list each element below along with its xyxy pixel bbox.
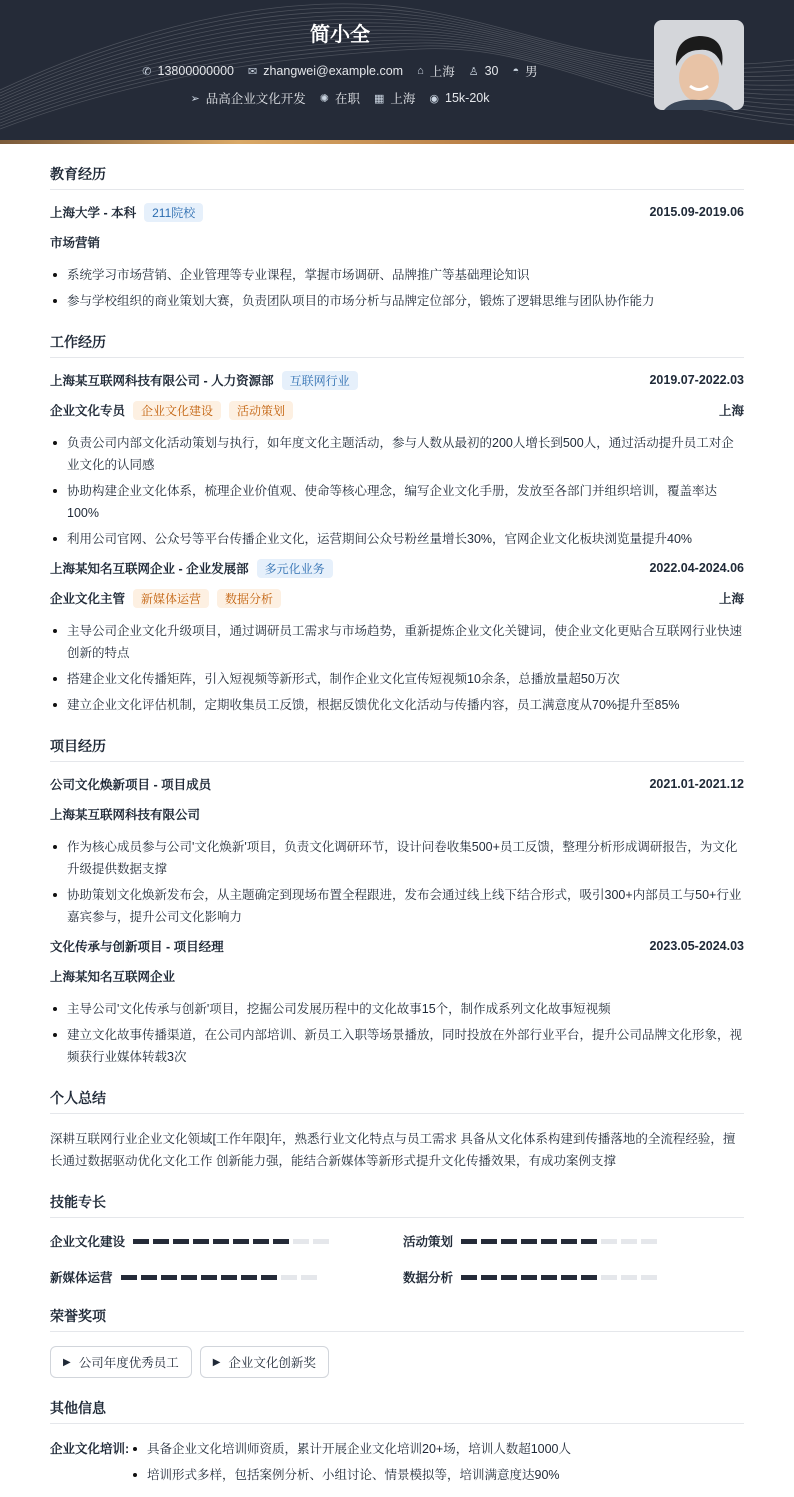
skill-item: [403, 1232, 744, 1250]
skill-item: [50, 1232, 403, 1250]
other-item: [50, 1438, 744, 1496]
projects-title: 项目经历: [50, 736, 744, 762]
level-segment: [521, 1239, 537, 1244]
status-icon: ✺: [319, 92, 329, 105]
info-item: [248, 62, 403, 80]
candidate-name: 简小全: [310, 24, 370, 46]
row-left: [50, 401, 293, 420]
send-icon: ➢: [190, 92, 200, 105]
level-segment: [201, 1275, 217, 1280]
bullet-item: 协助策划文化焕新发布会，从主题确定到现场布置全程跟进，发布会通过线上线下结合形式，吸引300+内部员工与50+行业嘉宾参与，提升公司文化影响力: [50, 884, 744, 928]
play-icon: ▶: [212, 1356, 221, 1368]
level-segment: [641, 1239, 657, 1244]
row-title: 公司文化焕新项目 - 项目成员: [50, 778, 212, 792]
row-right: 2015.09-2019.06: [649, 205, 744, 219]
row-title: 市场营销: [50, 236, 101, 250]
info-item: [417, 62, 455, 80]
other-section: [50, 1398, 744, 1496]
tag: 211院校: [144, 203, 203, 222]
row-left: [50, 589, 281, 608]
level-segment: [221, 1275, 237, 1280]
row-title: 上海某知名互联网企业 - 企业发展部: [50, 562, 249, 576]
bullet-list: [130, 1438, 744, 1486]
level-segment: [173, 1239, 189, 1244]
skill-level-bar: [461, 1275, 657, 1280]
level-segment: [641, 1275, 657, 1280]
tag: 互联网行业: [282, 371, 358, 390]
level-segment: [213, 1239, 229, 1244]
level-segment: [581, 1239, 597, 1244]
level-segment: [461, 1275, 477, 1280]
role-header: [50, 590, 744, 606]
level-segment: [253, 1239, 269, 1244]
row-title: 企业文化主管: [50, 592, 126, 606]
info-item: [320, 89, 360, 107]
info-text: 在职: [334, 92, 360, 106]
project-header: [50, 776, 744, 792]
level-segment: [581, 1275, 597, 1280]
summary-section: [50, 1088, 744, 1172]
info-text: 上海: [429, 65, 455, 79]
summary-title: 个人总结: [50, 1088, 744, 1114]
resume-header: [0, 0, 794, 140]
bullet-list: [50, 432, 744, 550]
header-divider: [0, 140, 794, 144]
info-text: 品高企业文化开发: [205, 92, 306, 106]
award-name: 企业文化创新奖: [228, 1356, 316, 1370]
row-left: [50, 805, 200, 823]
skill-name: 企业文化建设: [50, 1235, 126, 1249]
info-text: 15k-20k: [445, 91, 490, 105]
row-left: [50, 937, 224, 955]
award-name: 公司年度优秀员工: [78, 1356, 179, 1370]
level-segment: [561, 1275, 577, 1280]
row-right: 2021.01-2021.12: [649, 777, 744, 791]
education-section: [50, 164, 744, 312]
info-text: 13800000000: [157, 64, 234, 78]
level-segment: [233, 1239, 249, 1244]
play-icon: ▶: [63, 1356, 71, 1368]
company-header: [50, 372, 744, 388]
project-org: [50, 806, 744, 822]
info-item: [374, 89, 415, 107]
summary-text: 深耕互联网行业企业文化领域[工作年限]年，熟悉行业文化特点与员工需求 具备从文化体系构建到传播落地的全流程经验，擅长通过数据驱动优化文化工作 创新能力强，能结合新媒体等新形式提升文化传播效果，有成功案例支撑: [50, 1132, 736, 1168]
major: [50, 234, 744, 250]
building-icon: ▦: [373, 92, 385, 105]
bullet-list: [50, 264, 744, 312]
row-left: [50, 775, 211, 793]
bullet-item: 协助构建企业文化体系，梳理企业价值观、使命等核心理念，编写企业文化手册，发放至各部门并组织培训，覆盖率达100%: [50, 480, 744, 524]
bullet-item: 建立企业文化评估机制，定期收集员工反馈，根据反馈优化文化活动与传播内容，员工满意度从70%提升至85%: [50, 694, 744, 716]
info-item: [469, 62, 499, 80]
salary-icon: ◉: [429, 92, 439, 105]
level-segment: [153, 1239, 169, 1244]
role-header: [50, 402, 744, 418]
other-title: 其他信息: [50, 1398, 744, 1424]
row-title: 上海某互联网科技有限公司: [50, 808, 201, 822]
projects-section: [50, 736, 744, 1068]
level-segment: [141, 1275, 157, 1280]
level-segment: [193, 1239, 209, 1244]
contact-row: [0, 62, 680, 80]
project-header: [50, 938, 744, 954]
level-segment: [501, 1239, 517, 1244]
level-segment: [481, 1239, 497, 1244]
work-section: [50, 332, 744, 716]
other-key: 企业文化培训:: [50, 1442, 130, 1456]
info-item: [513, 62, 538, 80]
level-segment: [521, 1275, 537, 1280]
info-item: [429, 89, 489, 107]
level-segment: [301, 1275, 317, 1280]
row-title: 上海某互联网科技有限公司 - 人力资源部: [50, 374, 274, 388]
row-title: 上海大学 - 本科: [50, 206, 137, 220]
level-segment: [601, 1239, 617, 1244]
row-left: [50, 967, 175, 985]
bullet-list: [50, 998, 744, 1068]
skill-item: [50, 1268, 403, 1286]
bullet-item: 主导公司'文化传承与创新'项目，挖掘公司发展历程中的文化故事15个，制作成系列文化故事短视频: [50, 998, 744, 1020]
info-text: 30: [484, 64, 499, 78]
row-title: 企业文化专员: [50, 404, 126, 418]
tag: 多元化业务: [257, 559, 333, 578]
info-text: 上海: [390, 92, 416, 106]
skill-item: [403, 1268, 744, 1286]
bullet-item: 系统学习市场营销、企业管理等专业课程，掌握市场调研、品牌推广等基础理论知识: [50, 264, 744, 286]
award-badge[interactable]: [200, 1346, 329, 1378]
info-item: [142, 62, 234, 80]
bullet-item: 主导公司企业文化升级项目，通过调研员工需求与市场趋势，重新提炼企业文化关键词，使企业文化更贴合互联网行业快速创新的特点: [50, 620, 744, 664]
tag: 活动策划: [229, 401, 293, 420]
bullet-item: 具备企业文化培训师资质，累计开展企业文化培训20+场，培训人数超1000人: [130, 1438, 744, 1460]
bullet-item: 参与学校组织的商业策划大赛，负责团队项目的市场分析与品牌定位部分，锻炼了逻辑思维与团队协作能力: [50, 290, 744, 312]
awards-title: 荣誉奖项: [50, 1306, 744, 1332]
skill-level-bar: [121, 1275, 317, 1280]
avatar: [654, 20, 744, 110]
skill-level-bar: [461, 1239, 657, 1244]
row-right: 2022.04-2024.06: [649, 561, 744, 575]
phone-icon: ✆: [142, 65, 152, 78]
home-icon: ⌂: [417, 65, 424, 77]
mail-icon: ✉: [248, 65, 258, 78]
row-right: 上海: [718, 592, 744, 606]
age-icon: ♙: [468, 65, 479, 78]
bullet-list: [50, 620, 744, 716]
bullet-item: 利用公司官网、公众号等平台传播企业文化，运营期间公众号粉丝量增长30%，官网企业文化板块浏览量提升40%: [50, 528, 744, 550]
level-segment: [601, 1275, 617, 1280]
awards-section: [50, 1306, 744, 1378]
gender-icon: ◓: [512, 65, 520, 77]
award-badge[interactable]: [50, 1346, 192, 1378]
skill-name: 数据分析: [403, 1271, 454, 1285]
bullet-item: 搭建企业文化传播矩阵，引入短视频等新形式，制作企业文化宣传短视频10余条，总播放量超50万次: [50, 668, 744, 690]
level-segment: [501, 1275, 517, 1280]
level-segment: [541, 1275, 557, 1280]
level-segment: [313, 1239, 329, 1244]
education-header: [50, 204, 744, 220]
row-title: 上海某知名互联网企业: [50, 970, 176, 984]
level-segment: [461, 1239, 477, 1244]
info-item: [191, 89, 306, 107]
level-segment: [481, 1275, 497, 1280]
skills-section: [50, 1192, 744, 1286]
level-segment: [121, 1275, 137, 1280]
row-title: 文化传承与创新项目 - 项目经理: [50, 940, 224, 954]
work-title: 工作经历: [50, 332, 744, 358]
level-segment: [541, 1239, 557, 1244]
skill-name: 活动策划: [403, 1235, 454, 1249]
tag: 企业文化建设: [133, 401, 221, 420]
level-segment: [261, 1275, 277, 1280]
info-text: zhangwei@example.com: [263, 64, 404, 78]
level-segment: [561, 1239, 577, 1244]
company-header: [50, 560, 744, 576]
bullet-item: 培训形式多样，包括案例分析、小组讨论、情景模拟等，培训满意度达90%: [130, 1464, 744, 1486]
project-org: [50, 968, 744, 984]
level-segment: [293, 1239, 309, 1244]
row-right: 上海: [718, 404, 744, 418]
tag: 数据分析: [217, 589, 281, 608]
skill-level-bar: [133, 1239, 329, 1244]
level-segment: [621, 1239, 637, 1244]
tag: 新媒体运营: [133, 589, 209, 608]
bullet-item: 作为核心成员参与公司'文化焕新'项目，负责文化调研环节，设计问卷收集500+员工反馈，整理分析形成调研报告，为文化升级提供数据支撑: [50, 836, 744, 880]
row-left: [50, 371, 358, 390]
level-segment: [273, 1239, 289, 1244]
level-segment: [621, 1275, 637, 1280]
awards-list: [50, 1346, 744, 1378]
level-segment: [133, 1239, 149, 1244]
row-left: [50, 203, 203, 222]
bullet-item: 负责公司内部文化活动策划与执行，如年度文化主题活动，参与人数从最初的200人增长到500人，通过活动提升员工对企业文化的认同感: [50, 432, 744, 476]
info-text: 男: [525, 65, 538, 79]
bullet-list: [50, 836, 744, 928]
level-segment: [281, 1275, 297, 1280]
level-segment: [181, 1275, 197, 1280]
skills-title: 技能专长: [50, 1192, 744, 1218]
resume-body: [0, 164, 794, 1496]
bullet-item: 建立文化故事传播渠道，在公司内部培训、新员工入职等场景播放，同时投放在外部行业平台，提升公司品牌文化形象，视频获行业媒体转载3次: [50, 1024, 744, 1068]
row-right: 2023.05-2024.03: [649, 939, 744, 953]
row-left: [50, 233, 100, 251]
row-left: [50, 559, 333, 578]
skills-grid: [50, 1232, 744, 1286]
education-title: 教育经历: [50, 164, 744, 190]
row-right: 2019.07-2022.03: [649, 373, 744, 387]
skill-name: 新媒体运营: [50, 1271, 113, 1285]
job-intent-row: [0, 89, 680, 107]
level-segment: [161, 1275, 177, 1280]
level-segment: [241, 1275, 257, 1280]
